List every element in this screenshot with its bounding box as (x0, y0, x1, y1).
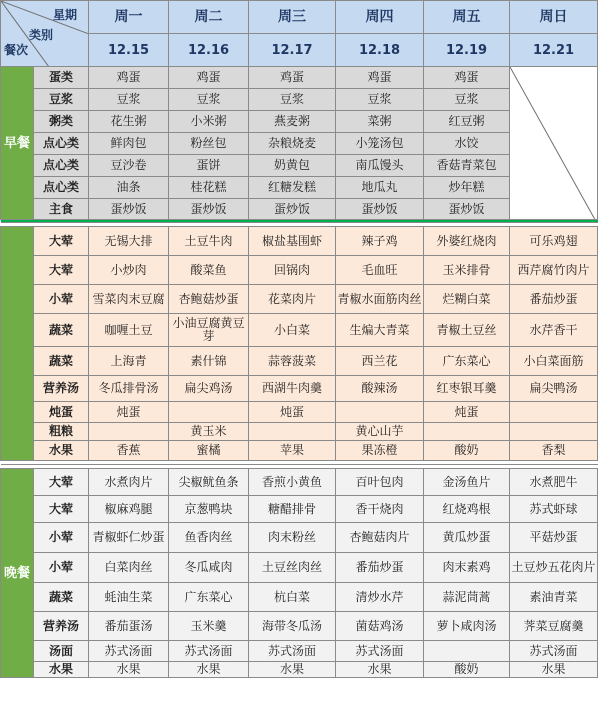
menu-item: 奶黄包 (249, 155, 336, 177)
menu-item: 平菇炒蛋 (510, 523, 598, 553)
menu-item (424, 423, 510, 441)
menu-item: 苏式汤面 (336, 641, 424, 662)
menu-item: 油条 (89, 177, 169, 199)
menu-item: 红烧鸡根 (424, 496, 510, 523)
menu-item: 海带冬瓜汤 (249, 612, 336, 641)
sunday-breakfast-blank (510, 67, 598, 220)
menu-item: 玉米羹 (169, 612, 249, 641)
category-label: 大荤 (34, 496, 89, 523)
menu-item: 烂糊白菜 (424, 285, 510, 314)
category-label: 粗粮 (34, 423, 89, 441)
category-label: 炖蛋 (34, 402, 89, 423)
menu-item: 豆浆 (336, 89, 424, 111)
menu-item: 鸡蛋 (169, 67, 249, 89)
corner-category-label: 类别 (29, 28, 54, 42)
menu-item: 蚝油生菜 (89, 583, 169, 612)
lunch-meal-label (1, 227, 34, 461)
menu-item: 辣子鸡 (336, 227, 424, 256)
menu-item: 豆浆 (249, 89, 336, 111)
dinner-row (1, 469, 598, 496)
menu-item: 素什锦 (169, 347, 249, 376)
date-header: 12.16 (169, 34, 249, 67)
lunch-row (1, 402, 598, 423)
menu-item: 小笼汤包 (336, 133, 424, 155)
menu-item: 鸡蛋 (424, 67, 510, 89)
menu-item: 酸奶 (424, 441, 510, 461)
category-label: 蔬菜 (34, 583, 89, 612)
menu-item: 香煎小黄鱼 (249, 469, 336, 496)
menu-item: 毛血旺 (336, 256, 424, 285)
menu-item (249, 423, 336, 441)
menu-item: 青椒土豆丝 (424, 314, 510, 347)
menu-item: 椒盐基围虾 (249, 227, 336, 256)
menu-item: 粉丝包 (169, 133, 249, 155)
menu-item: 鸡蛋 (249, 67, 336, 89)
menu-item: 果冻橙 (336, 441, 424, 461)
category-label: 豆浆 (34, 89, 89, 111)
menu-item: 鸡蛋 (336, 67, 424, 89)
menu-item: 鱼香肉丝 (169, 523, 249, 553)
menu-item: 炖蛋 (424, 402, 510, 423)
menu-item: 水芹香干 (510, 314, 598, 347)
category-label: 汤面 (34, 641, 89, 662)
category-label: 蔬菜 (34, 314, 89, 347)
menu-item: 西湖牛肉羹 (249, 376, 336, 402)
category-label: 点心类 (34, 155, 89, 177)
dinner-row (1, 662, 598, 678)
menu-item (510, 423, 598, 441)
header-corner (1, 1, 89, 67)
dinner-row (1, 583, 598, 612)
menu-item: 花菜肉片 (249, 285, 336, 314)
category-label: 小荤 (34, 523, 89, 553)
breakfast-row (1, 155, 598, 177)
date-header: 12.21 (510, 34, 598, 67)
menu-item: 花生粥 (89, 111, 169, 133)
menu-item: 香干烧肉 (336, 496, 424, 523)
menu-item: 素油青菜 (510, 583, 598, 612)
menu-item: 糖醋排骨 (249, 496, 336, 523)
menu-item: 广东菜心 (424, 347, 510, 376)
menu-item: 炖蛋 (249, 402, 336, 423)
menu-item: 椒麻鸡腿 (89, 496, 169, 523)
breakfast-row (1, 111, 598, 133)
menu-item: 燕麦粥 (249, 111, 336, 133)
category-label: 营养汤 (34, 376, 89, 402)
menu-item: 水果 (510, 662, 598, 678)
menu-item: 蛋炒饭 (169, 199, 249, 220)
menu-item: 菌菇鸡汤 (336, 612, 424, 641)
menu-item (424, 641, 510, 662)
menu-item: 南瓜馒头 (336, 155, 424, 177)
menu-item: 土豆炒五花肉片 (510, 553, 598, 583)
menu-item: 炖蛋 (89, 402, 169, 423)
category-label: 粥类 (34, 111, 89, 133)
menu-item: 无锡大排 (89, 227, 169, 256)
category-label: 点心类 (34, 177, 89, 199)
menu-item: 小炒肉 (89, 256, 169, 285)
corner-meal-label: 餐次 (4, 43, 29, 57)
menu-item (89, 423, 169, 441)
dinner-meal-label: 晚餐 (1, 469, 34, 678)
day-header: 周三 (249, 1, 336, 34)
menu-item: 咖喱土豆 (89, 314, 169, 347)
menu-item: 菜粥 (336, 111, 424, 133)
menu-item: 蛋炒饭 (249, 199, 336, 220)
dinner-row (1, 553, 598, 583)
dinner-row (1, 523, 598, 553)
menu-item: 蛋炒饭 (336, 199, 424, 220)
menu-item: 雪菜肉末豆腐 (89, 285, 169, 314)
menu-item: 冬瓜咸肉 (169, 553, 249, 583)
menu-item (336, 402, 424, 423)
menu-item: 蛋炒饭 (89, 199, 169, 220)
day-header: 周二 (169, 1, 249, 34)
menu-item: 百叶包肉 (336, 469, 424, 496)
menu-item: 青椒虾仁炒蛋 (89, 523, 169, 553)
category-label: 大荤 (34, 256, 89, 285)
menu-item: 豆浆 (89, 89, 169, 111)
lunch-row (1, 347, 598, 376)
menu-item: 豆浆 (169, 89, 249, 111)
category-label: 水果 (34, 662, 89, 678)
breakfast-row (1, 67, 598, 89)
corner-week-label: 星期 (53, 8, 78, 22)
menu-item: 水果 (249, 662, 336, 678)
menu-item: 京葱鸭块 (169, 496, 249, 523)
breakfast-row (1, 199, 598, 220)
lunch-row (1, 227, 598, 256)
date-header: 12.19 (424, 34, 510, 67)
lunch-row (1, 441, 598, 461)
lunch-row (1, 376, 598, 402)
menu-item: 荠菜豆腐羹 (510, 612, 598, 641)
menu-item: 外婆红烧肉 (424, 227, 510, 256)
menu-item: 肉末素鸡 (424, 553, 510, 583)
menu-item: 萝卜咸肉汤 (424, 612, 510, 641)
menu-item: 尖椒鱿鱼条 (169, 469, 249, 496)
category-label: 大荤 (34, 227, 89, 256)
menu-item: 香蕉 (89, 441, 169, 461)
dinner-row (1, 496, 598, 523)
category-label: 点心类 (34, 133, 89, 155)
menu-item: 香菇青菜包 (424, 155, 510, 177)
menu-item: 杏鲍菇肉片 (336, 523, 424, 553)
menu-item: 苏式虾球 (510, 496, 598, 523)
menu-item: 鲜肉包 (89, 133, 169, 155)
menu-item: 地瓜丸 (336, 177, 424, 199)
day-header: 周一 (89, 1, 169, 34)
menu-item: 豆浆 (424, 89, 510, 111)
menu-item: 水煮肥牛 (510, 469, 598, 496)
day-header: 周五 (424, 1, 510, 34)
category-label: 主食 (34, 199, 89, 220)
menu-item: 红枣银耳羹 (424, 376, 510, 402)
menu-item: 蜜橘 (169, 441, 249, 461)
category-label: 小荤 (34, 553, 89, 583)
menu-item: 蛋饼 (169, 155, 249, 177)
menu-item: 番茄蛋汤 (89, 612, 169, 641)
menu-item: 杂粮烧麦 (249, 133, 336, 155)
date-header: 12.15 (89, 34, 169, 67)
menu-item: 豆沙卷 (89, 155, 169, 177)
menu-item: 香梨 (510, 441, 598, 461)
menu-item: 肉末粉丝 (249, 523, 336, 553)
menu-item: 苏式汤面 (249, 641, 336, 662)
menu-item: 桂花糕 (169, 177, 249, 199)
category-label: 小荤 (34, 285, 89, 314)
menu-item: 金汤鱼片 (424, 469, 510, 496)
menu-item: 土豆丝肉丝 (249, 553, 336, 583)
category-label: 大荤 (34, 469, 89, 496)
menu-item: 扁尖鸭汤 (510, 376, 598, 402)
menu-item: 小油豆腐黄豆芽 (169, 314, 249, 347)
menu-item: 蛋炒饭 (424, 199, 510, 220)
category-label: 蔬菜 (34, 347, 89, 376)
breakfast-meal-label: 早餐 (1, 67, 34, 220)
menu-item: 水煮肉片 (89, 469, 169, 496)
menu-item (510, 402, 598, 423)
breakfast-row (1, 89, 598, 111)
menu-item: 苹果 (249, 441, 336, 461)
menu-item: 上海青 (89, 347, 169, 376)
menu-item: 黄瓜炒蛋 (424, 523, 510, 553)
menu-item: 冬瓜排骨汤 (89, 376, 169, 402)
menu-item: 水饺 (424, 133, 510, 155)
menu-item: 水果 (89, 662, 169, 678)
menu-item: 蒜蓉菠菜 (249, 347, 336, 376)
menu-item: 鸡蛋 (89, 67, 169, 89)
menu-item: 扁尖鸡汤 (169, 376, 249, 402)
breakfast-row (1, 133, 598, 155)
menu-item: 土豆牛肉 (169, 227, 249, 256)
menu-item: 回锅肉 (249, 256, 336, 285)
menu-item: 红豆粥 (424, 111, 510, 133)
menu-item: 西芹腐竹肉片 (510, 256, 598, 285)
menu-item: 黄玉米 (169, 423, 249, 441)
category-label: 营养汤 (34, 612, 89, 641)
menu-item: 杭白菜 (249, 583, 336, 612)
menu-item: 西兰花 (336, 347, 424, 376)
dinner-row (1, 612, 598, 641)
day-header: 周日 (510, 1, 598, 34)
menu-item: 炒年糕 (424, 177, 510, 199)
menu-item: 杏鲍菇炒蛋 (169, 285, 249, 314)
menu-item: 番茄炒蛋 (510, 285, 598, 314)
date-header: 12.18 (336, 34, 424, 67)
menu-item: 白菜肉丝 (89, 553, 169, 583)
menu-item: 清炒水芹 (336, 583, 424, 612)
menu-item: 小白菜 (249, 314, 336, 347)
menu-item: 可乐鸡翅 (510, 227, 598, 256)
menu-item: 番茄炒蛋 (336, 553, 424, 583)
date-header: 12.17 (249, 34, 336, 67)
breakfast-row (1, 177, 598, 199)
menu-item (169, 402, 249, 423)
menu-item: 广东菜心 (169, 583, 249, 612)
menu-item: 玉米排骨 (424, 256, 510, 285)
menu-item: 苏式汤面 (510, 641, 598, 662)
blank-diagonal-line (510, 67, 598, 220)
category-label: 蛋类 (34, 67, 89, 89)
menu-item: 小米粥 (169, 111, 249, 133)
lunch-row (1, 314, 598, 347)
menu-item: 水果 (336, 662, 424, 678)
menu-item: 青椒水面筋肉丝 (336, 285, 424, 314)
dinner-row (1, 641, 598, 662)
menu-item: 酸辣汤 (336, 376, 424, 402)
menu-item: 生煸大青菜 (336, 314, 424, 347)
menu-item: 水果 (169, 662, 249, 678)
day-header: 周四 (336, 1, 424, 34)
menu-item: 酸奶 (424, 662, 510, 678)
menu-item: 苏式汤面 (169, 641, 249, 662)
menu-item: 小白菜面筋 (510, 347, 598, 376)
lunch-row (1, 285, 598, 314)
menu-item: 酸菜鱼 (169, 256, 249, 285)
menu-item: 黄心山芋 (336, 423, 424, 441)
category-label: 水果 (34, 441, 89, 461)
menu-item: 苏式汤面 (89, 641, 169, 662)
lunch-row (1, 256, 598, 285)
menu-item: 红糖发糕 (249, 177, 336, 199)
menu-item: 蒜泥茼蒿 (424, 583, 510, 612)
lunch-row (1, 423, 598, 441)
